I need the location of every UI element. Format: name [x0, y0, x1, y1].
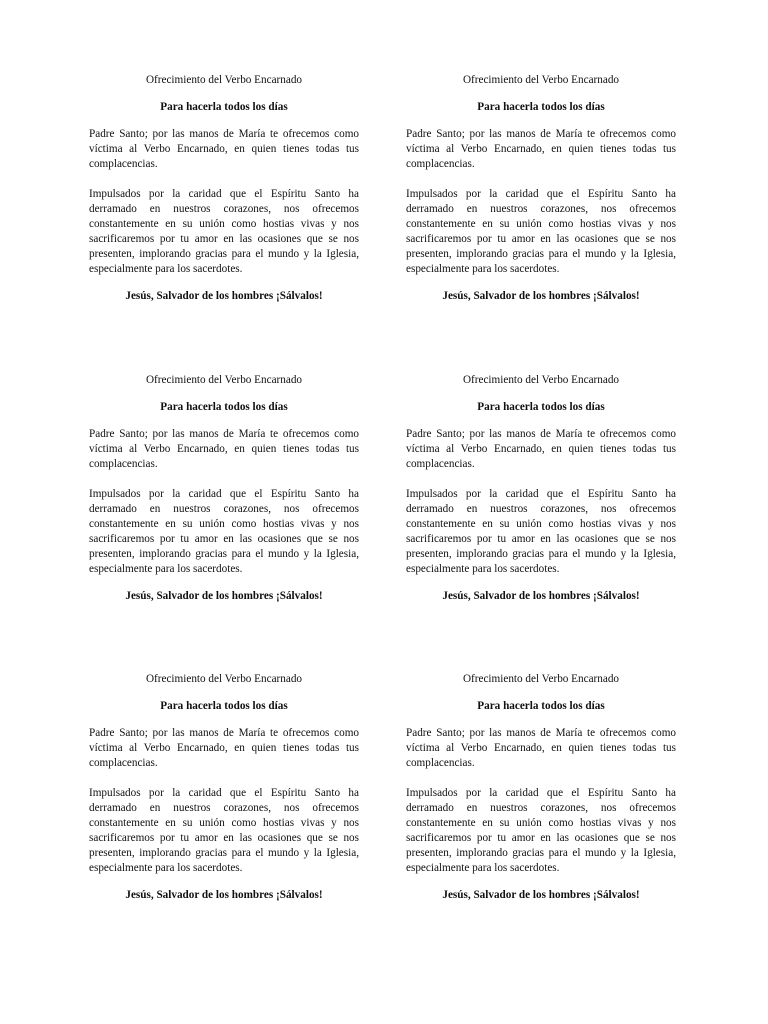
prayer-card — [406, 73, 676, 304]
card-paragraph-2: Impulsados por la caridad que el Espíritu Santo ha derramado en nuestros corazones, nos ofrecemos constantemente en su unión como hostias vivas y nos sacrificaremos por tu amor en las ocasiones que se nos presenten, implorando gracias para el mundo y la Iglesia, especialmente para los sacerdotes. — [406, 787, 676, 874]
card-title: Ofrecimiento del Verbo Encarnado — [145, 374, 303, 386]
card-subtitle: Para hacerla todos los días — [160, 700, 288, 712]
card-title: Ofrecimiento del Verbo Encarnado — [145, 673, 303, 685]
card-paragraph-2: Impulsados por la caridad que el Espíritu Santo ha derramado en nuestros corazones, nos ofrecemos constantemente en su unión como hostias vivas y nos sacrificaremos por tu amor en las ocasiones que se nos presenten, implorando gracias para el mundo y la Iglesia, especialmente para los sacerdotes. — [89, 787, 359, 874]
card-closing: Jesús, Salvador de los hombres ¡Sálvalos! — [442, 889, 640, 901]
card-paragraph-2: Impulsados por la caridad que el Espíritu Santo ha derramado en nuestros corazones, nos ofrecemos constantemente en su unión como hostias vivas y nos sacrificaremos por tu amor en las ocasiones que se nos presenten, implorando gracias para el mundo y la Iglesia, especialmente para los sacerdotes. — [89, 488, 359, 575]
card-paragraph-1: Padre Santo; por las manos de María te ofrecemos como víctima al Verbo Encarnado, en quien tienes todas tus complacencias. — [89, 128, 359, 170]
card-paragraph-2: Impulsados por la caridad que el Espíritu Santo ha derramado en nuestros corazones, nos ofrecemos constantemente en su unión como hostias vivas y nos sacrificaremos por tu amor en las ocasiones que se nos presenten, implorando gracias para el mundo y la Iglesia, especialmente para los sacerdotes. — [406, 188, 676, 275]
card-title: Ofrecimiento del Verbo Encarnado — [145, 74, 303, 86]
card-paragraph-1: Padre Santo; por las manos de María te ofrecemos como víctima al Verbo Encarnado, en quien tienes todas tus complacencias. — [89, 428, 359, 470]
card-subtitle: Para hacerla todos los días — [160, 101, 288, 113]
card-title: Ofrecimiento del Verbo Encarnado — [462, 673, 620, 685]
card-title: Ofrecimiento del Verbo Encarnado — [462, 74, 620, 86]
card-paragraph-1: Padre Santo; por las manos de María te ofrecemos como víctima al Verbo Encarnado, en quien tienes todas tus complacencias. — [406, 428, 676, 470]
card-title: Ofrecimiento del Verbo Encarnado — [462, 374, 620, 386]
card-closing: Jesús, Salvador de los hombres ¡Sálvalos! — [442, 590, 640, 602]
card-paragraph-1: Padre Santo; por las manos de María te ofrecemos como víctima al Verbo Encarnado, en quien tienes todas tus complacencias. — [406, 128, 676, 170]
card-subtitle: Para hacerla todos los días — [477, 101, 605, 113]
card-subtitle: Para hacerla todos los días — [477, 700, 605, 712]
prayer-card — [89, 73, 359, 304]
card-paragraph-2: Impulsados por la caridad que el Espíritu Santo ha derramado en nuestros corazones, nos ofrecemos constantemente en su unión como hostias vivas y nos sacrificaremos por tu amor en las ocasiones que se nos presenten, implorando gracias para el mundo y la Iglesia, especialmente para los sacerdotes. — [406, 488, 676, 575]
card-paragraph-2: Impulsados por la caridad que el Espíritu Santo ha derramado en nuestros corazones, nos ofrecemos constantemente en su unión como hostias vivas y nos sacrificaremos por tu amor en las ocasiones que se nos presenten, implorando gracias para el mundo y la Iglesia, especialmente para los sacerdotes. — [89, 188, 359, 275]
card-paragraph-1: Padre Santo; por las manos de María te ofrecemos como víctima al Verbo Encarnado, en quien tienes todas tus complacencias. — [406, 727, 676, 769]
card-closing: Jesús, Salvador de los hombres ¡Sálvalos! — [442, 290, 640, 302]
card-subtitle: Para hacerla todos los días — [477, 401, 605, 413]
prayer-card — [406, 672, 676, 903]
prayer-card — [89, 672, 359, 903]
card-closing: Jesús, Salvador de los hombres ¡Sálvalos! — [125, 590, 323, 602]
prayer-card — [406, 373, 676, 604]
card-subtitle: Para hacerla todos los días — [160, 401, 288, 413]
card-closing: Jesús, Salvador de los hombres ¡Sálvalos! — [125, 290, 323, 302]
prayer-card — [89, 373, 359, 604]
card-paragraph-1: Padre Santo; por las manos de María te ofrecemos como víctima al Verbo Encarnado, en quien tienes todas tus complacencias. — [89, 727, 359, 769]
card-closing: Jesús, Salvador de los hombres ¡Sálvalos! — [125, 889, 323, 901]
